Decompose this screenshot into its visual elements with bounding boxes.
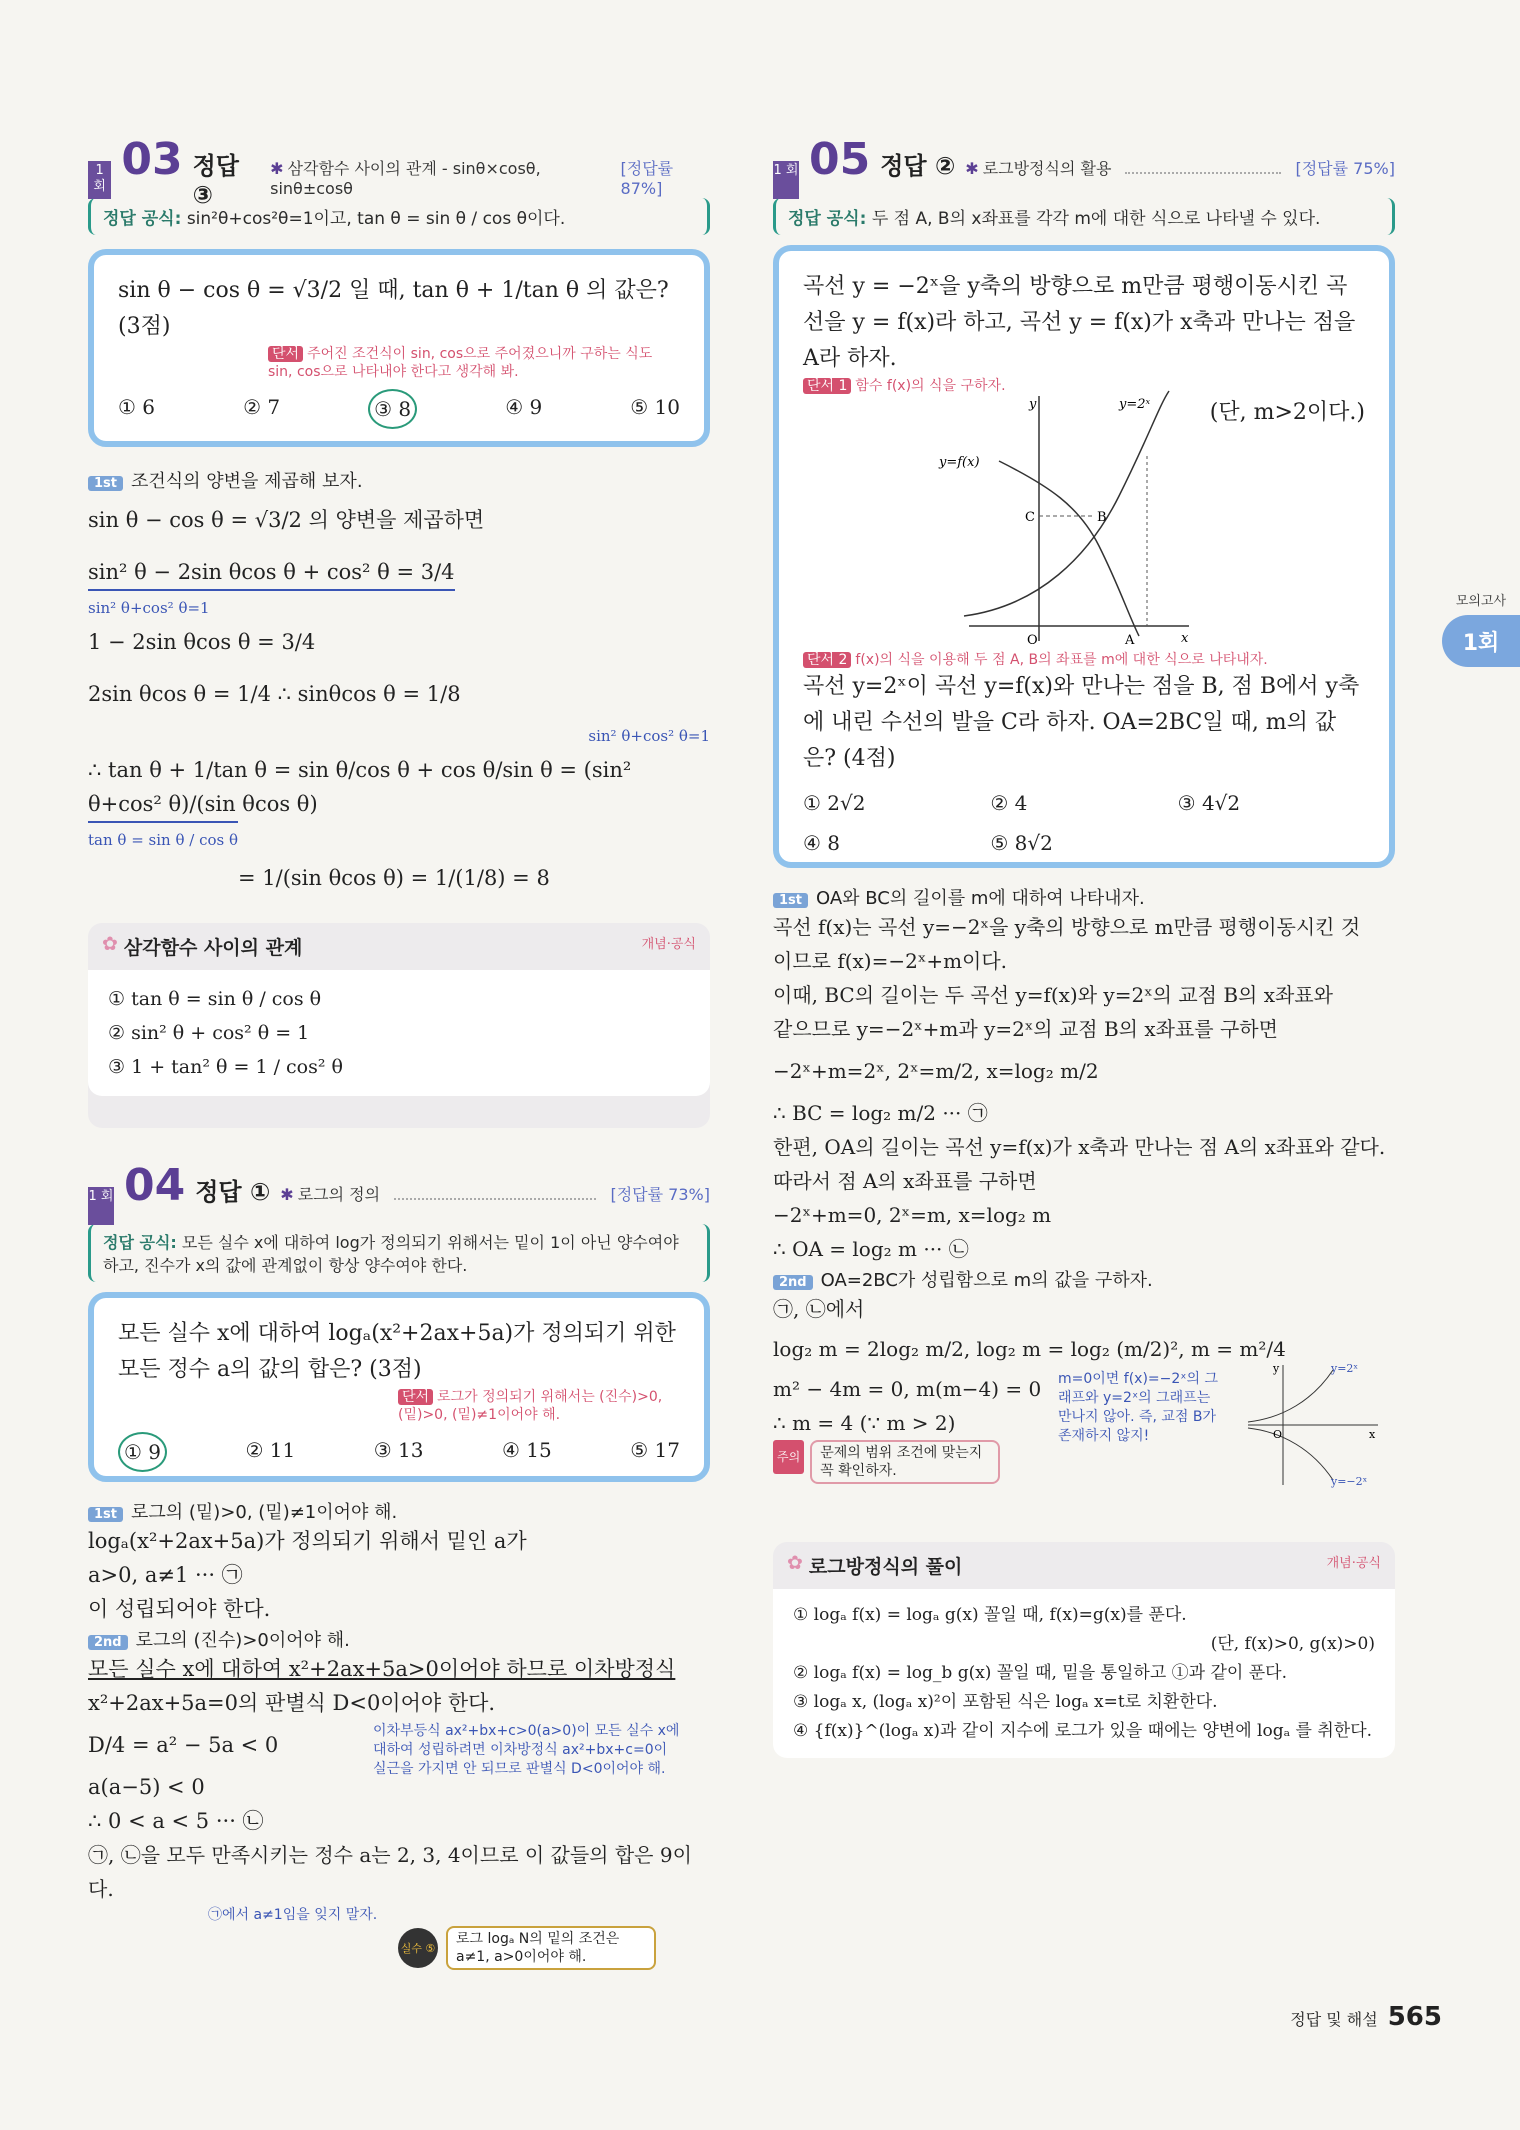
x-label: x — [1181, 631, 1189, 646]
point-a: A — [1125, 633, 1135, 648]
hint-text: f(x)의 식을 이용해 두 점 A, B의 좌표를 m에 대한 식으로 나타내자. — [855, 652, 1268, 668]
choice-4: ④ 9 — [505, 395, 543, 419]
discriminant-note: 이차부등식 ax²+bx+c>0(a>0)이 모든 실수 x에 대하여 성립하려면 이차방정식 ax²+bx+c=0이 실근을 가지면 안 되므로 판별식 D<0이어야 해. — [373, 1723, 680, 1777]
graph — [939, 386, 1199, 648]
mini-y: y — [1273, 1362, 1280, 1375]
step-tag: 2nd — [88, 1635, 128, 1650]
choice-4: ④ 15 — [501, 1438, 552, 1462]
choice-5: ⑤ 8√2 — [990, 831, 1053, 855]
accuracy-rate: [정답률 75%] — [1295, 159, 1395, 178]
hint-2 — [803, 651, 1365, 669]
solution-line: −2ˣ+m=2ˣ, 2ˣ=m/2, x=log₂ m/2 — [773, 1059, 1099, 1083]
q05-header — [773, 134, 1395, 190]
concept-title — [773, 1542, 1395, 1589]
tip-tag: 실수 ⑤ — [398, 1928, 438, 1968]
choice-4: ④ 8 — [803, 831, 841, 855]
q04-step1 — [88, 1498, 710, 1524]
concept-item: ② sin² θ + cos² θ = 1 — [108, 1022, 310, 1044]
q03-solution — [88, 503, 710, 895]
solution-line: ∴ 0 < a < 5 ··· ㉡ — [88, 1809, 264, 1833]
concept-item: ④ {f(x)}^(logₐ x)과 같이 지수에 로그가 있을 때에는 양변에 logₐ 를 취한다. — [793, 1721, 1373, 1741]
q05-step2 — [773, 1266, 1395, 1292]
solution-line: ㉠, ㉡을 모두 만족시키는 정수 a는 2, 3, 4이므로 이 값들의 합은 9이다. — [88, 1843, 692, 1901]
question-text: sin θ − cos θ = √3/2 일 때, tan θ + 1/tan θ 의 값은? (3점) — [118, 278, 669, 339]
step-tag: 1st — [88, 476, 123, 491]
choice-3: ③ 13 — [373, 1438, 424, 1462]
concept-tag: 개념·공식 — [1326, 1556, 1381, 1571]
concept-item: (단, f(x)>0, g(x)>0) — [1210, 1634, 1375, 1654]
solution-line: ㉠, ㉡에서 — [773, 1297, 865, 1321]
left-column — [88, 134, 710, 1970]
solution-note: sin² θ+cos² θ=1 — [88, 599, 210, 617]
solution-line: 이때, BC의 길이는 두 곡선 y=f(x)와 y=2ˣ의 교점 B의 x좌표와 — [773, 983, 1333, 1007]
topic: ✱ 로그방정식의 활용 — [965, 156, 1111, 179]
solution-line: D/4 = a² − 5a < 0 — [88, 1733, 279, 1757]
q04-solution-2 — [88, 1652, 710, 1924]
hint-tag: 단서 — [398, 1389, 433, 1405]
q03-question-box — [88, 249, 710, 447]
sidebar-label: 모의고사 — [1455, 594, 1507, 609]
mini-curve-neg — [1248, 1428, 1333, 1480]
mini-curve-pos — [1248, 1370, 1333, 1422]
hint-text: 주어진 조건식이 sin, cos으로 주어졌으니까 구하는 식도 sin, cos으로 나타내야 한다고 생각해 봐. — [268, 346, 653, 380]
question-part-2 — [803, 651, 1365, 861]
solution-line: ∴ m = 4 (∵ m > 2) — [773, 1411, 956, 1435]
solution-line: logₐ(x²+2ax+5a)가 정의되기 위해서 밑인 a가 — [88, 1529, 527, 1553]
q03-header — [88, 134, 710, 209]
solution-line: m² − 4m = 0, m(m−4) = 0 — [773, 1377, 1042, 1401]
solution-line: sin² θ − 2sin θcos θ + cos² θ = 3/4 — [88, 555, 455, 591]
curve-f — [999, 461, 1139, 636]
footer-label: 정답 및 해설 — [1290, 2010, 1378, 2029]
concept-body — [773, 1589, 1395, 1758]
hint-tag: 단서 1 — [803, 378, 851, 394]
q03-step1 — [88, 467, 710, 493]
mini-label-neg: y=−2ˣ — [1331, 1475, 1368, 1488]
topic: ✱ 로그의 정의 — [280, 1182, 380, 1205]
question-number: 03 — [121, 134, 183, 185]
q04-solution-1 — [88, 1524, 710, 1626]
solution-line: 모든 실수 x에 대하여 x²+2ax+5a>0이어야 하므로 이차방정식 — [88, 1657, 676, 1681]
leader-dots — [394, 1198, 596, 1200]
choice-1: ① 6 — [118, 395, 156, 419]
step-tag: 2nd — [773, 1275, 813, 1290]
mini-graph — [1243, 1360, 1383, 1490]
accuracy-rate: [정답률 73%] — [610, 1185, 710, 1204]
step-text: OA=2BC가 성립함으로 m의 값을 구하자. — [820, 1270, 1153, 1291]
solution-line: x²+2ax+5a=0의 판별식 D<0이어야 한다. — [88, 1691, 496, 1715]
solution-line: sin θ − cos θ = √3/2 의 양변을 제곱하면 — [88, 508, 485, 532]
formula-text: 모든 실수 x에 대하여 log가 정의되기 위해서는 밑이 1이 아닌 양수여야 하고, 진수가 x의 값에 관계없이 항상 양수여야 한다. — [103, 1233, 679, 1275]
q04-step2 — [88, 1626, 710, 1652]
concept-tag: 개념·공식 — [641, 937, 696, 952]
round-badge: 1 회 — [88, 1187, 114, 1225]
question-number: 05 — [809, 134, 871, 185]
right-column — [773, 134, 1395, 1752]
q05-step1 — [773, 884, 1395, 910]
choices — [118, 389, 680, 429]
origin-label: O — [1027, 633, 1038, 648]
concept-item: ③ logₐ x, (logₐ x)²이 포함된 식은 logₐ x=t로 치환한다. — [793, 1692, 1218, 1712]
choice-2: ② 7 — [243, 395, 281, 419]
choice-1: ① 2√2 — [803, 791, 866, 815]
step-tag: 1st — [88, 1507, 123, 1522]
hint-tag: 단서 2 — [803, 652, 851, 668]
solution-note: sin² θ+cos² θ=1 — [588, 727, 710, 745]
accuracy-rate: [정답률 87%] — [620, 159, 674, 198]
solution-line: 1 − 2sin θcos θ = 3/4 — [88, 630, 316, 654]
choice-3-selected: ③ 8 — [368, 389, 417, 429]
curve2-label: y=f(x) — [939, 455, 980, 470]
formula-label: 정답 공식: — [103, 1233, 177, 1252]
choices — [118, 1432, 680, 1472]
solution-line: 곡선 f(x)는 곡선 y=−2ˣ을 y축의 방향으로 m만큼 평행이동시킨 것 — [773, 915, 1361, 939]
q05-solution-1 — [773, 910, 1395, 1266]
concept-title — [88, 923, 710, 970]
answer-formula — [88, 1224, 710, 1282]
sidebar-tab[interactable]: 1회 — [1442, 615, 1520, 667]
point-c: C — [1025, 510, 1035, 525]
choice-2-selected: ② 4 — [990, 791, 1028, 815]
q05-question-box — [773, 245, 1395, 868]
section-sidebar — [1442, 590, 1520, 667]
concept-title-text: ✿ 로그방정식의 풀이 — [808, 1556, 963, 1578]
choice-5: ⑤ 10 — [630, 395, 680, 419]
page-number: 565 — [1387, 2002, 1442, 2032]
answer-label: 정답 ③ — [192, 152, 239, 209]
hint-text: 로그가 정의되기 위해서는 (진수)>0, (밑)>0, (밑)≠1이어야 해. — [398, 1389, 663, 1423]
question-text-2: 곡선 y=2ˣ이 곡선 y=f(x)와 만나는 점을 B, 점 B에서 y축에 내린 수선의 발을 C라 하자. OA=2BC일 때, m의 값은? (4점) — [803, 674, 1360, 771]
hint-text: 함수 f(x)의 식을 구하자. — [855, 378, 1006, 394]
caution-tag: 주의 — [773, 1440, 804, 1474]
y-label: y — [1029, 397, 1037, 412]
solution-line: 한편, OA의 길이는 곡선 y=f(x)가 x축과 만나는 점 A의 x좌표와 같다. — [773, 1135, 1386, 1159]
q04-tip — [398, 1926, 710, 1970]
step-text: 조건식의 양변을 제곱해 보자. — [131, 471, 363, 492]
answer-label: 정답 ① — [195, 1178, 271, 1206]
question-number: 04 — [124, 1160, 186, 1211]
choices — [803, 785, 1365, 861]
question-text-1: 곡선 y = −2ˣ을 y축의 방향으로 m만큼 평행이동시킨 곡선을 y = f(x)라 하고, 곡선 y = f(x)가 x축과 만나는 점을 A라 하자. — [803, 274, 1356, 371]
curve1-label: y=2ˣ — [1119, 397, 1151, 412]
choice-1-selected: ① 9 — [118, 1432, 167, 1472]
mini-label-pos: y=2ˣ — [1331, 1362, 1359, 1375]
solution-line: 이므로 f(x)=−2ˣ+m이다. — [773, 949, 1008, 973]
hint — [268, 345, 680, 381]
round-badge: 1 회 — [773, 161, 799, 199]
question-text: 모든 실수 x에 대하여 logₐ(x²+2ax+5a)가 정의되기 위한 모든 정수 a의 값의 합은? (3점) — [118, 1321, 676, 1382]
hint-tag: 단서 — [268, 346, 303, 362]
solution-line: ∴ OA = log₂ m ··· ㉡ — [773, 1237, 969, 1261]
q05-concept-box — [773, 1542, 1395, 1752]
answer-label: 정답 ② — [880, 152, 956, 180]
solution-line: 같으므로 y=−2ˣ+m과 y=2ˣ의 교점 B의 x좌표를 구하면 — [773, 1017, 1278, 1041]
q05-solution-2 — [773, 1292, 1395, 1492]
condition: (단, m>2이다.) — [1209, 400, 1365, 425]
solution-line: 2sin θcos θ = 1/4 ∴ sinθcos θ = 1/8 — [88, 682, 461, 706]
formula-text: sin²θ+cos²θ=1이고, tan θ = sin θ / cos θ이다. — [186, 209, 566, 229]
concept-title-text: ✿ 삼각함수 사이의 관계 — [123, 937, 303, 959]
formula-label: 정답 공식: — [788, 209, 867, 229]
concept-body — [88, 970, 710, 1096]
choice-2: ② 11 — [245, 1438, 296, 1462]
concept-item: ① logₐ f(x) = logₐ g(x) 꼴일 때, f(x)=g(x)를 푼다. — [793, 1605, 1187, 1625]
mini-origin: O — [1273, 1428, 1283, 1441]
solution-line: 따라서 점 A의 x좌표를 구하면 — [773, 1169, 1037, 1193]
solution-line: = 1/(sin θcos θ) = 1/(1/8) = 8 — [238, 866, 550, 890]
leader-dots — [1125, 172, 1281, 174]
point-b: B — [1097, 510, 1107, 525]
solution-line: ∴ BC = log₂ m/2 ··· ㉠ — [773, 1101, 988, 1125]
answer-formula — [88, 198, 710, 235]
q04-header — [88, 1160, 710, 1216]
solution-line: 이 성립되어야 한다. — [88, 1597, 271, 1621]
caution — [773, 1440, 1000, 1484]
caution-text: 문제의 범위 조건에 맞는지 꼭 확인하자. — [810, 1440, 1000, 1484]
concept-item: ① tan θ = sin θ / cos θ — [108, 988, 322, 1010]
solution-line: −2ˣ+m=0, 2ˣ=m, x=log₂ m — [773, 1203, 1052, 1227]
tip-text: 로그 logₐ N의 밑의 조건은 a≠1, a>0이어야 해. — [446, 1926, 656, 1970]
page-footer — [1290, 2002, 1442, 2032]
step-text: OA와 BC의 길이를 m에 대하여 나타내자. — [816, 888, 1145, 909]
solution-line: a>0, a≠1 ··· ㉠ — [88, 1563, 243, 1587]
step-tag: 1st — [773, 893, 808, 908]
solution-line: ∴ tan θ + 1/tan θ = sin θ/cos θ + cos θ/sin θ = (sin² θ+cos² θ)/(sin θcos θ) — [88, 758, 632, 816]
formula-label: 정답 공식: — [103, 209, 182, 229]
reminder-note: ㉠에서 a≠1임을 잊지 말자. — [208, 1907, 378, 1923]
concept-item: ③ 1 + tan² θ = 1 / cos² θ — [108, 1056, 343, 1078]
topic: ✱ 삼각함수 사이의 관계 - sinθ×cosθ, sinθ±cosθ — [270, 156, 592, 198]
round-badge: 1 회 — [88, 161, 111, 199]
answer-formula — [773, 198, 1395, 235]
step-text: 로그의 (진수)>0이어야 해. — [135, 1630, 350, 1651]
solution-line: a(a−5) < 0 — [88, 1775, 205, 1799]
q03-concept-box — [88, 923, 710, 1128]
solution-note: tan θ = sin θ / cos θ — [88, 821, 238, 857]
formula-text: 두 점 A, B의 x좌표를 각각 m에 대한 식으로 나타낼 수 있다. — [871, 209, 1321, 229]
choice-3: ③ 4√2 — [1177, 791, 1241, 815]
choice-5: ⑤ 17 — [630, 1438, 680, 1462]
mini-x: x — [1369, 1428, 1376, 1441]
step-text: 로그의 (밑)>0, (밑)≠1이어야 해. — [131, 1502, 398, 1523]
solution-line: log₂ m = 2log₂ m/2, log₂ m = log₂ (m/2)², m = m²/4 — [773, 1337, 1286, 1361]
concept-item: ② logₐ f(x) = log_b g(x) 꼴일 때, 밑을 통일하고 ①과 같이 푼다. — [793, 1663, 1287, 1683]
q04-question-box — [88, 1292, 710, 1482]
m-zero-note: m=0이면 f(x)=−2ˣ의 그래프와 y=2ˣ의 그래프는 만나지 않아. 즉, 교점 B가 존재하지 않지! — [1058, 1371, 1218, 1444]
hint — [398, 1388, 680, 1424]
